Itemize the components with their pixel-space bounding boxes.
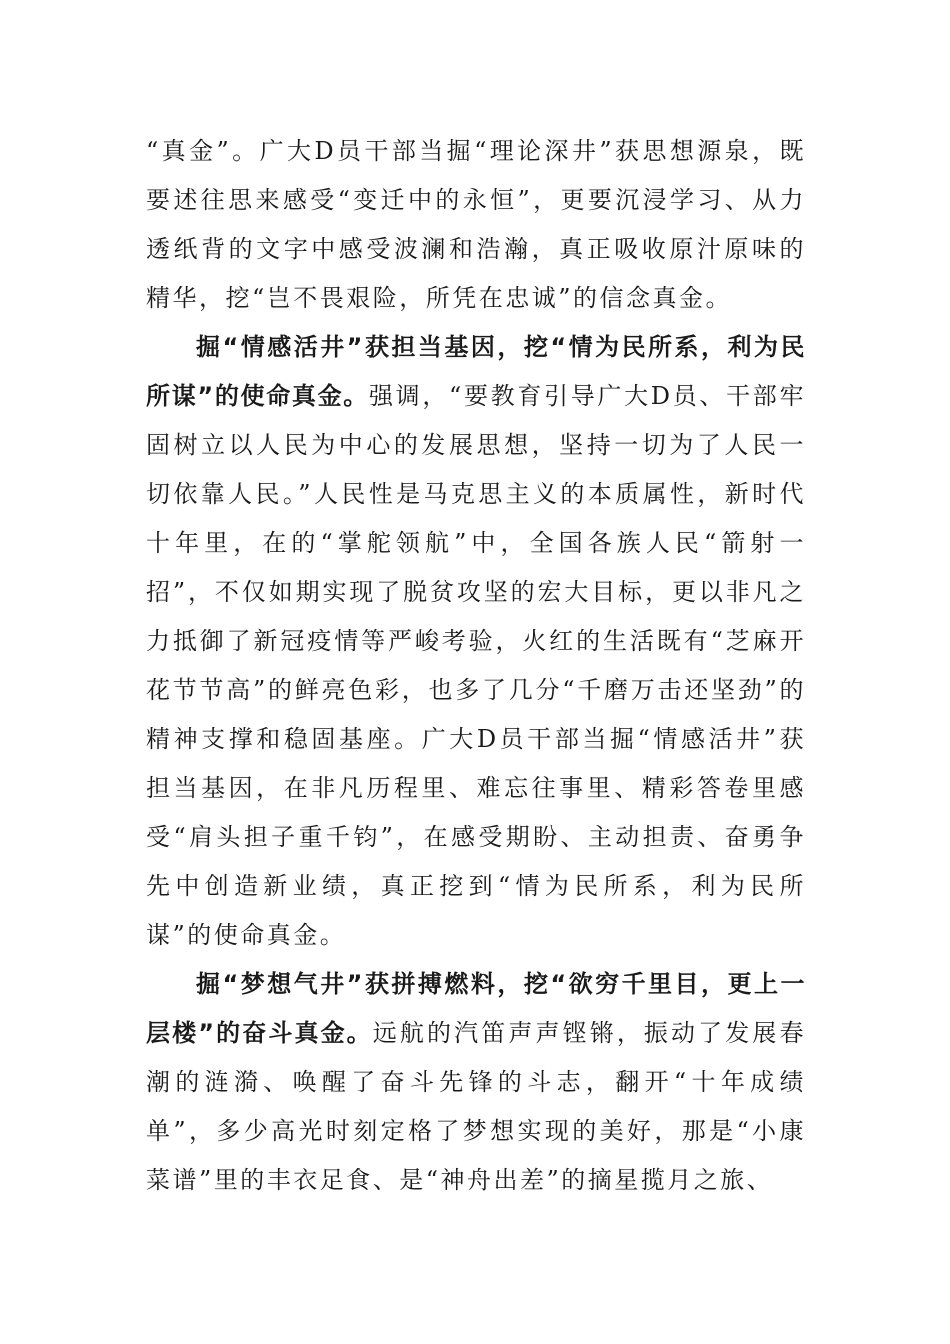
paragraph-2-body: 强调，“要教育引导广大D员、干部牢固树立以人民为中心的发展思想，坚持一切为了人民一切依靠人民。”人民性是马克思主义的本质属性，新时代十年里，在的“掌舵领航”中，全国各族人民“箭射一招”，不仅如期实现了脱贫攻坚的宏大目标，更以非凡之力抵御了新冠疫情等严峻考验，火红的生活既有“芝麻开花节节高”的鲜亮色彩，也多了几分“千磨万击还坚劲”的精神支撑和稳固基座。广大D员干部当掘“情感活井”获担当基因，在非凡历程里、难忘往事里、精彩答卷里感受“肩头担子重千钧”，在感受期盼、主动担责、奋勇争先中创造新业绩，真正挖到“情为民所系，利为民所谋”的使命真金。 — [146, 382, 806, 949]
document-page — [146, 127, 806, 1205]
paragraph-1 — [146, 127, 806, 323]
paragraph-2-lead: 掘“情感活井”获担当基因，挖“情为民所系，利为民所谋”的使命真金。 — [146, 333, 806, 410]
paragraph-2 — [146, 323, 806, 960]
paragraph-3-lead: 掘“梦想气井”获拼搏燃料，挖“欲穷千里目，更上一层楼”的奋斗真金。 — [146, 970, 806, 1047]
paragraph-1-body: “真金”。广大D员干部当掘“理论深井”获思想源泉，既要述往思来感受“变迁中的永恒”，更要沉浸学习、从力透纸背的文字中感受波澜和浩瀚，真正吸收原汁原味的精华，挖“岂不畏艰险，所凭在忠诚”的信念真金。 — [146, 137, 806, 312]
paragraph-3-body: 远航的汽笛声声铿锵，振动了发展春潮的涟漪、唤醒了奋斗先锋的斗志，翻开“十年成绩单”，多少高光时刻定格了梦想实现的美好，那是“小康菜谱”里的丰衣足食、是“神舟出差”的摘星揽月之旅、 — [146, 1019, 806, 1194]
paragraph-3 — [146, 960, 806, 1205]
